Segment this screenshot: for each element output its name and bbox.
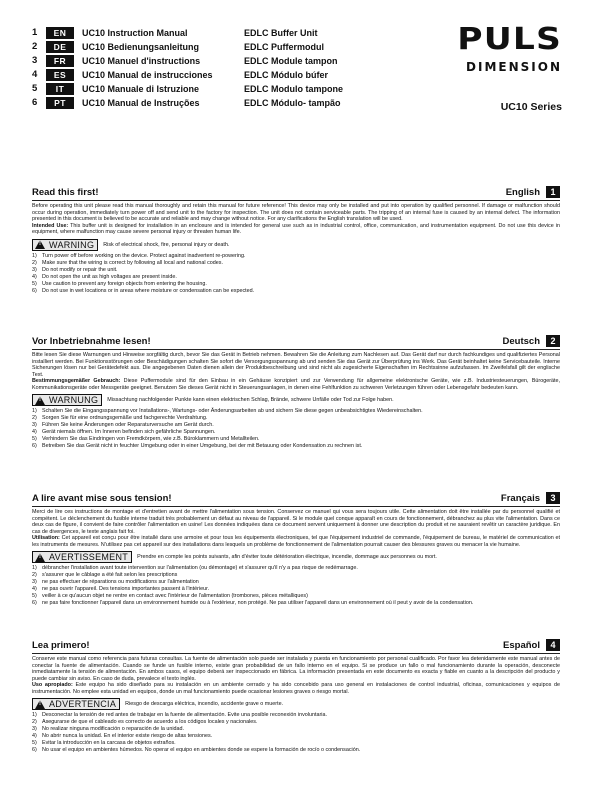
section-language: Deutsch — [502, 335, 540, 347]
list-item: 6) Do not use in wet locations or in areas where moisture or condensation can be expected. — [32, 287, 255, 294]
language-row-de — [32, 40, 324, 53]
safety-list — [32, 408, 560, 451]
intended-use-paragraph: Utilisation: Cet appareil est conçu pour être installé dans une armoire et pour tous les équipements électroniques, tel que l'équipement industriel de commande, l'équipement de bureau, le matériel de communication et les instruments de mesures. N'utilisez pas cet appareil sur des installations dans lesquels un problème de fonctionnement de l'alimentation pourrait causer des blessures graves ou menacer la vie humaine. — [32, 535, 560, 548]
manual-title: UC10 Manuale di Istruzione — [82, 83, 200, 94]
section-number-badge: 2 — [546, 335, 560, 347]
section-title: Read this first! — [32, 186, 99, 198]
warning-text: Prendre en compte les points suivants, afin d'éviter toute détérioration électrique, incendie, dommage aux personnes ou mort. — [137, 554, 437, 560]
list-item: 2) Asegurarse de que el cableado es correcto de acuerdo a los códigos locales y nacionales. — [32, 719, 258, 726]
list-item: 3) ne pas effectuer de réparations ou modifications sur l'alimentation — [32, 579, 199, 586]
section-number-badge: 3 — [546, 492, 560, 504]
intro-paragraph: Conserve este manual como referencia para futuras consultas. La fuente de alimentación solo puede ser instalada y puesta en funcionamiento por personal cualificado. Por favor lea detenidamente este manual antes de conectar la fuente de alimentación. Cuando se funde un fusible interno, existe gran probabilidad de un fallo interno en el equipo. Si se produce un fallo o mal funcionamiento durante la operación, desconecte inmediatamente la tensión de alimentación. En ambos casos, el equipo deberá ser inspeccionado en fábrica. La información presentada en este documento es exacta y fiable en cuanto a la descripción del producto y puede cambiar sin aviso. En caso de duda, prevalece el texto inglés. — [32, 656, 560, 682]
list-item: 3) Do not modify or repair the unit. — [32, 266, 118, 273]
warning-triangle-icon — [35, 396, 45, 405]
language-code-badge: DE — [46, 41, 74, 53]
intended-use-paragraph: Intended Use: This buffer unit is designed for installation in an enclosure and is intended for general use such as in industrial control, office, communication, and instrumentation equipment. Do not use this device in equipment, where malfunction may cause severe personal injury or threaten human life. — [32, 222, 560, 235]
language-number: 1 — [32, 27, 38, 38]
intended-use-paragraph: Bestimmungsgemäßer Gebrauch: Diese Puffermodule sind für den Einbau in ein Gehäuse konzipiert und zur Verwendung für allgemeine elektronische Geräte, wie z.B. Industriesteuerungen, Bürogeräte, Kommunikationsgeräte oder Messgeräte geeignet. Benutzen Sie dieses Gerät nicht in Steuerungsanlagen, in denen eine Fehlfunktion zu schweren Verletzungen führen oder Lebensgefahr bedeuten kann. — [32, 378, 560, 391]
product-name: EDLC Módulo búfer — [244, 69, 328, 80]
language-row-fr — [32, 54, 338, 67]
warning-badge: ! WARNING — [32, 239, 98, 251]
list-item: 3) No realizar ninguna modificación o reparación de la unidad. — [32, 726, 185, 733]
warning-badge: ! WARNUNG — [32, 394, 102, 406]
section-title: Vor Inbetriebnahme lesen! — [32, 335, 151, 347]
warning-row — [32, 551, 560, 563]
language-number: 4 — [32, 69, 38, 80]
section-francais — [32, 491, 560, 608]
warning-triangle-icon — [35, 240, 45, 249]
language-row-en — [32, 26, 318, 39]
list-item: 2) Sorgen Sie für eine ordnungsgemäße und fachgerechte Verdrahtung. — [32, 415, 208, 422]
list-item: 2) s'assurer que le câblage a été fait selon les prescriptions — [32, 572, 178, 579]
language-row-es — [32, 68, 328, 81]
section-header — [32, 334, 560, 348]
series-label: UC10 Series — [500, 101, 562, 113]
list-item: 1) Schalten Sie die Eingangsspannung vor Installations-, Wartungs- oder Änderungsarbeiten ab und sichern Sie diese gegen unbeabsichtigtes Wiedereinschalten. — [32, 408, 423, 414]
section-header — [32, 185, 560, 199]
list-item: 1) Desconectar la tensión de red antes de trabajar en la fuente de alimentación. Evite una posible reconexión involuntaria. — [32, 712, 327, 718]
safety-list — [32, 253, 560, 296]
section-language: English — [505, 186, 540, 198]
section-title: Lea primero! — [32, 639, 90, 651]
intro-paragraph: Before operating this unit please read this manual thoroughly and retain this manual for future reference! This device may only be installed and put into operation by qualified personnel. If damage or malfunction should occur during operation, immediately turn power off and send unit to the factory for inspection. The unit does not contain serviceable parts. The tripping of an internal fuse is caused by an internal defect. The information presented in this document is believed to be accurate and reliable and may change without notice. For any clarifications the English translation will be used. — [32, 203, 560, 222]
intro-paragraph: Bitte lesen Sie diese Warnungen und Hinweise sorgfältig durch, bevor Sie das Gerät in Betrieb nehmen. Bewahren Sie die Anleitung zum Nachlesen auf. Das Gerät darf nur durch fachkundiges und qualifiziertes Personal installiert werden. Bei Funktionsstörungen oder Beschädigungen schalten Sie sofort die Versorgungsspannung ab und senden Sie das Gerät zur Überprüfung ins Werk. Das Gerät beinhaltet keine Servicebauteile. Interne Sicherungen lösen nur bei Gerätedefekt aus. Die angegebenen Daten dienen allein der Produktbeschreibung und sind nicht als zugesicherte Eigenschaften im Rechtssinne aufzufassen. Im Zweifelsfall gilt der englische Text. — [32, 352, 560, 378]
list-item: 3) Führen Sie keine Änderungen oder Reparaturversuche am Gerät durch. — [32, 422, 214, 429]
product-name: EDLC Puffermodul — [244, 41, 324, 52]
language-code-badge: EN — [46, 27, 74, 39]
language-code-badge: PT — [46, 97, 74, 109]
product-name: EDLC Module tampon — [244, 55, 338, 66]
language-number: 3 — [32, 55, 38, 66]
safety-list — [32, 712, 560, 755]
language-code-badge: IT — [46, 83, 74, 95]
list-item: 4) Gerät niemals öffnen. Im Inneren befinden sich gefährliche Spannungen. — [32, 429, 216, 436]
manual-title: UC10 Instruction Manual — [82, 27, 188, 38]
section-divider — [32, 200, 560, 201]
list-item: 6) ne pas faire fonctionner l'appareil dans un environnement humide ou à l'extérieur, non protégé. Ne pas utiliser l'appareil dans un environnement où il peut y avoir de la condensation. — [32, 600, 474, 607]
section-title: A lire avant mise sous tension! — [32, 492, 172, 504]
section-language: Español — [503, 639, 540, 651]
section-divider — [32, 506, 560, 507]
language-code-badge: FR — [46, 55, 74, 67]
list-item: 4) ne pas ouvrir l'appareil. Des tensions importantes passent à l'intérieur. — [32, 586, 210, 593]
list-item: 4) Do not open the unit as high voltages are present inside. — [32, 273, 177, 280]
logo-main-text: PULS — [457, 22, 562, 57]
section-deutsch — [32, 334, 560, 451]
section-language: Français — [500, 492, 540, 504]
company-logo — [432, 22, 562, 74]
intended-use-paragraph: Uso apropiado: Este equipo ha sido diseñado para su instalación en un ambiente cerrado y ha sido concebido para uso general en instalaciones de control industrial, oficinas, comunicaciones y equipos de instrumentación. No emplee esta unidad en equipos, donde un mal funcionamiento puede ocasionar lesiones graves o riesgo mortal. — [32, 682, 560, 695]
warning-row — [32, 239, 560, 251]
warning-text: Risk of electrical shock, fire, personal injury or death. — [103, 241, 230, 248]
safety-list — [32, 565, 560, 608]
manual-title: UC10 Manual de instrucciones — [82, 69, 213, 80]
product-name: EDLC Módulo- tampão — [244, 97, 341, 108]
section-number-badge: 1 — [546, 186, 560, 198]
document-header — [32, 22, 562, 126]
list-item: 1) Turn power off before working on the device. Protect against inadvertent re-powering. — [32, 252, 246, 259]
warning-row — [32, 698, 560, 710]
product-name: EDLC Modulo tampone — [244, 83, 343, 94]
warning-text: Riesgo de descarga eléctrica, incendio, accidente grave o muerte. — [125, 701, 284, 707]
list-item: 5) Evitar la introducción en la carcasa de objetos extraños. — [32, 740, 176, 747]
list-item: 5) Use caution to prevent any foreign objects from entering the housing. — [32, 280, 207, 287]
logo-sub-text: DIMENSION — [466, 60, 562, 74]
warning-row — [32, 394, 560, 406]
list-item: 4) No abrir nunca la unidad. En el interior existe riesgo de altas tensiones. — [32, 733, 213, 740]
section-divider — [32, 653, 560, 654]
intro-paragraph: Merci de lire ces instructions de montage et d'entretien avant de mettre l'alimentation sous tension. Conservez ce manuel qui vous sera toujours utile. Cette alimentation doit être installée par du personnel qualifié et compétent. Le déclenchement du fusible interne traduit très probablement un défaut au niveau de l'appareil. Si le module quel conque apparaît en cours de fonctionnement, débranchez au plus vite l'alimentation. Dans ce deux cas de figure, il convient de faire contrôler l'alimentation en usine! Les données indiquées dans ce document servent uniquement à donner une description du produit et ne sauraient revêtir un caractère juridique. En cas de divergences, le texte anglais fait foi. — [32, 509, 560, 535]
section-header — [32, 638, 560, 652]
warning-badge: ! ADVERTENCIA — [32, 698, 120, 710]
warning-triangle-icon — [35, 553, 45, 562]
section-espanol — [32, 638, 560, 755]
manual-title: UC10 Manual de Instruções — [82, 97, 200, 108]
list-item: 5) veiller à ce qu'aucun objet ne rentre en contact avec l'intérieur de l'alimentation (trombones, pièces métalliques) — [32, 593, 308, 600]
product-name: EDLC Buffer Unit — [244, 27, 318, 38]
list-item: 5) Verhindern Sie das Eindringen von Fremdkörpern, wie z.B. Büroklammern und Metallteilen. — [32, 436, 260, 443]
language-number: 6 — [32, 97, 38, 108]
list-item: 6) Betreiben Sie das Gerät nicht in feuchter Umgebung oder in einer Umgebung, bei der mit Betauung oder Kondensation zu rechnen ist. — [32, 443, 363, 450]
language-row-pt — [32, 96, 341, 109]
list-item: 1) débrancher l'installation avant toute intervention sur l'alimentation (ou démontage) et s'assurer qu'il n'y a pas risque de redémarrage. — [32, 565, 358, 571]
section-english — [32, 185, 560, 295]
section-number-badge: 4 — [546, 639, 560, 651]
warning-badge: ! AVERTISSEMENT — [32, 551, 132, 563]
list-item: 2) Make sure that the wiring is correct by following all local and national codes. — [32, 259, 223, 266]
manual-title: UC10 Manuel d'instructions — [82, 55, 201, 66]
language-row-it — [32, 82, 343, 95]
list-item: 6) No usar el equipo en ambientes húmedos. No operar el equipo en ambientes donde se espere la formación de rocío o condensación. — [32, 747, 361, 754]
language-number: 5 — [32, 83, 38, 94]
section-divider — [32, 349, 560, 350]
warning-text: Missachtung nachfolgender Punkte kann einen elektrischen Schlag, Brände, schwere Unfälle oder Tod zur Folge haben. — [107, 397, 394, 403]
manual-title: UC10 Bedienungsanleitung — [82, 41, 200, 52]
language-code-badge: ES — [46, 69, 74, 81]
language-number: 2 — [32, 41, 38, 52]
section-header — [32, 491, 560, 505]
warning-triangle-icon — [35, 700, 45, 709]
